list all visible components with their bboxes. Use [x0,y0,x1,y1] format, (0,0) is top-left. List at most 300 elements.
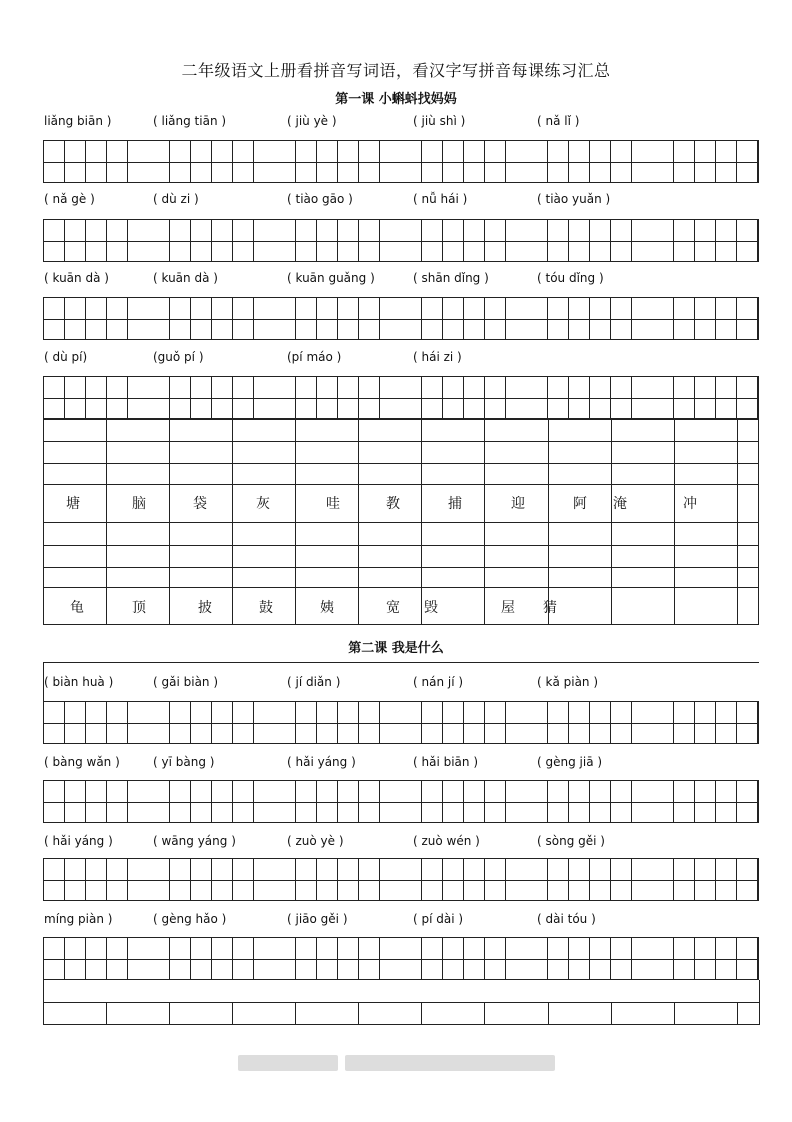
pinyin-prompt: ( jiù shì ) [413,114,466,128]
grid-divider [568,937,569,980]
grid-divider [295,219,296,262]
table-rowline [43,441,759,442]
grid-divider [589,140,590,183]
grid-divider [316,937,317,980]
table-colline [737,419,738,625]
grid-divider [694,376,695,419]
grid-divider [673,937,674,980]
grid-divider [295,297,296,340]
pinyin-prompt: ( tiào yuǎn ) [537,192,611,206]
grid-divider [631,937,632,980]
table-colline [169,419,170,625]
grid-divider [631,140,632,183]
character-prompt: 龟 [70,600,84,616]
grid-divider [568,140,569,183]
grid-divider [463,140,464,183]
grid-divider [211,937,212,980]
pinyin-prompt: ( gǎi biàn ) [153,675,219,689]
grid-divider [295,858,296,901]
grid-divider [610,937,611,980]
pinyin-prompt: ( tóu dǐng ) [537,271,604,285]
grid-divider [589,858,590,901]
pinyin-prompt: (pí máo ) [287,350,342,364]
grid-divider [547,219,548,262]
grid-divider [232,140,233,183]
table-colline [106,1002,107,1025]
grid-divider [379,858,380,901]
grid-divider [253,858,254,901]
table-rowline [43,484,759,485]
grid-divider [211,140,212,183]
grid-divider [106,376,107,419]
pinyin-row [44,350,764,370]
table-colline [484,1002,485,1025]
pinyin-prompt: ( kuān dà ) [44,271,109,285]
grid-divider [358,140,359,183]
pinyin-prompt: ( jí diǎn ) [287,675,341,689]
grid-divider [715,297,716,340]
grid-divider [757,140,758,183]
grid-divider [169,937,170,980]
grid-divider [568,297,569,340]
table-colline [611,419,612,625]
grid-divider [715,701,716,744]
grid-divider [505,701,506,744]
grid-divider [358,937,359,980]
character-prompt: 姨 [320,600,334,616]
grid-divider [736,297,737,340]
grid-divider [610,858,611,901]
pinyin-prompt: ( wāng yáng ) [153,834,236,848]
grid-divider [190,937,191,980]
grid-divider [316,780,317,823]
grid-divider [106,937,107,980]
pinyin-prompt: ( dài tóu ) [537,912,596,926]
grid-divider [85,858,86,901]
pinyin-prompt: ( hǎi yáng ) [44,834,113,848]
pinyin-prompt: ( liǎng tiān ) [153,114,227,128]
grid-divider [442,219,443,262]
grid-divider [631,858,632,901]
character-prompt: 捕 [448,496,462,512]
grid-divider [694,780,695,823]
grid-divider [190,376,191,419]
grid-divider [169,858,170,901]
table-colline [611,1002,612,1025]
grid-divider [568,701,569,744]
grid-divider [505,140,506,183]
grid-divider [169,219,170,262]
table-rowline [43,522,759,523]
grid-divider [421,376,422,419]
grid-divider [757,297,758,340]
grid-divider [379,937,380,980]
pinyin-row [44,192,764,212]
grid-divider [106,297,107,340]
grid-divider [484,858,485,901]
table-colline [232,1002,233,1025]
grid-divider [358,376,359,419]
grid-divider [694,937,695,980]
pinyin-prompt: ( nǚ hái ) [413,192,468,206]
grid-divider [64,297,65,340]
pinyin-row [44,271,764,291]
grid-divider [337,140,338,183]
grid-divider [85,376,86,419]
grid-divider [694,219,695,262]
grid-divider [106,780,107,823]
pinyin-prompt: ( zuò yè ) [287,834,344,848]
grid-divider [316,297,317,340]
grid-divider [211,376,212,419]
grid-divider [589,376,590,419]
table-edge [759,980,760,1025]
grid-divider [484,780,485,823]
section-frame-top [43,662,759,663]
character-prompt: 顶 [132,600,146,616]
grid-divider [337,376,338,419]
grid-midline [43,959,759,960]
grid-divider [85,780,86,823]
grid-divider [190,219,191,262]
pinyin-row [44,675,764,695]
grid-divider [64,937,65,980]
grid-divider [232,858,233,901]
grid-divider [127,701,128,744]
pinyin-prompt: ( kuān guǎng ) [287,271,375,285]
character-prompt: 猜 [543,600,557,616]
grid-divider [589,297,590,340]
grid-divider [610,219,611,262]
pinyin-prompt: ( dù pí) [44,350,88,364]
pinyin-prompt: ( zuò wén ) [413,834,480,848]
grid-divider [379,376,380,419]
grid-divider [358,219,359,262]
grid-divider [484,376,485,419]
grid-divider [358,297,359,340]
grid-divider [253,297,254,340]
table-colline [358,1002,359,1025]
grid-divider [547,858,548,901]
table-colline [737,1002,738,1025]
section-frame-left [43,662,44,702]
grid-divider [211,297,212,340]
pinyin-prompt: ( dù zi ) [153,192,199,206]
grid-divider [232,937,233,980]
grid-divider [505,858,506,901]
grid-divider [253,937,254,980]
grid-divider [547,297,548,340]
grid-divider [421,140,422,183]
pinyin-row [44,114,764,134]
grid-divider [463,297,464,340]
grid-divider [715,140,716,183]
grid-divider [106,701,107,744]
table-rowline [43,587,759,588]
grid-divider [715,937,716,980]
grid-divider [673,701,674,744]
table-rowline [43,463,759,464]
grid-divider [631,780,632,823]
grid-divider [715,376,716,419]
grid-divider [673,140,674,183]
grid-divider [442,701,443,744]
grid-divider [127,297,128,340]
grid-divider [610,701,611,744]
grid-divider [316,858,317,901]
grid-divider [211,701,212,744]
lesson-2-heading: 第二课 我是什么 [348,641,444,656]
grid-divider [736,219,737,262]
grid-midline [43,802,759,803]
grid-divider [589,701,590,744]
character-prompt: 塘 [66,496,80,512]
grid-divider [211,858,212,901]
pinyin-prompt: ( kuān dà ) [153,271,218,285]
grid-divider [715,858,716,901]
table-colline [421,1002,422,1025]
page-title: 二年级语文上册看拼音写词语，看汉字写拼音每课练习汇总 [181,61,611,80]
grid-divider [757,937,758,980]
pinyin-prompt: ( nán jí ) [413,675,464,689]
grid-divider [463,780,464,823]
character-prompt: 毁 [424,600,438,616]
grid-divider [358,780,359,823]
grid-divider [673,858,674,901]
grid-divider [484,140,485,183]
grid-divider [421,701,422,744]
grid-midline [43,319,759,320]
grid-divider [442,858,443,901]
pinyin-prompt: ( biàn huà ) [44,675,114,689]
grid-divider [421,858,422,901]
pinyin-prompt: ( hǎi biān ) [413,755,479,769]
grid-divider [190,780,191,823]
table-colline [169,1002,170,1025]
pinyin-prompt: ( gèng jiā ) [537,755,603,769]
grid-divider [568,376,569,419]
grid-divider [127,858,128,901]
grid-divider [337,219,338,262]
pinyin-row [44,755,764,775]
pinyin-row [44,912,764,932]
grid-divider [232,297,233,340]
grid-divider [106,858,107,901]
grid-divider [736,701,737,744]
grid-divider [505,219,506,262]
grid-divider [106,140,107,183]
grid-divider [463,219,464,262]
grid-divider [169,140,170,183]
grid-divider [337,780,338,823]
grid-divider [337,701,338,744]
grid-divider [505,780,506,823]
grid-divider [190,858,191,901]
grid-divider [442,376,443,419]
character-prompt: 教 [386,496,400,512]
grid-divider [337,297,338,340]
grid-divider [85,937,86,980]
grid-divider [85,219,86,262]
pinyin-prompt: ( nǎ gè ) [44,192,95,206]
grid-divider [631,376,632,419]
table-colline [421,419,422,625]
grid-divider [631,219,632,262]
grid-divider [253,140,254,183]
grid-divider [232,780,233,823]
grid-divider [127,780,128,823]
grid-divider [295,701,296,744]
grid-divider [64,140,65,183]
grid-divider [64,219,65,262]
table-rowline [43,1002,759,1003]
pinyin-prompt: ( nǎ lǐ ) [537,114,580,128]
character-prompt: 冲 [683,496,697,512]
grid-divider [694,858,695,901]
grid-divider [505,376,506,419]
grid-divider [694,140,695,183]
pinyin-prompt: ( jiù yè ) [287,114,337,128]
grid-divider [757,701,758,744]
grid-divider [568,219,569,262]
grid-divider [610,780,611,823]
grid-divider [547,937,548,980]
table-colline [295,419,296,625]
pinyin-prompt: ( jiāo gěi ) [287,912,348,926]
grid-divider [85,701,86,744]
grid-divider [127,376,128,419]
table-colline [674,1002,675,1025]
pinyin-prompt: (guǒ pí ) [153,350,204,364]
grid-divider [295,780,296,823]
grid-divider [190,701,191,744]
character-prompt: 袋 [193,496,207,512]
grid-divider [484,297,485,340]
pinyin-prompt: ( hái zi ) [413,350,462,364]
grid-divider [442,297,443,340]
grid-divider [127,140,128,183]
grid-divider [379,701,380,744]
grid-divider [673,376,674,419]
grid-divider [295,140,296,183]
grid-divider [316,376,317,419]
pinyin-prompt: ( bàng wǎn ) [44,755,120,769]
grid-divider [442,780,443,823]
grid-divider [190,140,191,183]
table-colline [106,419,107,625]
grid-divider [736,937,737,980]
table-colline [295,1002,296,1025]
grid-divider [421,780,422,823]
lesson-1-heading: 第一课 小蝌蚪找妈妈 [335,92,457,107]
grid-divider [169,701,170,744]
watermark-blur [238,1055,338,1071]
grid-divider [211,219,212,262]
grid-divider [169,297,170,340]
pinyin-prompt: ( kǎ piàn ) [537,675,599,689]
grid-divider [85,140,86,183]
grid-divider [757,858,758,901]
grid-divider [463,701,464,744]
grid-divider [484,701,485,744]
grid-divider [673,297,674,340]
grid-divider [316,701,317,744]
grid-divider [757,376,758,419]
grid-divider [736,376,737,419]
character-prompt: 灰 [256,496,270,512]
grid-divider [715,219,716,262]
grid-divider [673,780,674,823]
grid-divider [484,937,485,980]
grid-divider [64,780,65,823]
grid-divider [295,376,296,419]
grid-divider [358,701,359,744]
grid-divider [547,140,548,183]
grid-divider [421,297,422,340]
table-colline [358,419,359,625]
grid-divider [421,219,422,262]
character-prompt: 脑 [132,496,146,512]
character-prompt: 宽 [386,600,400,616]
pinyin-prompt: liǎng biān ) [44,114,112,128]
grid-divider [589,780,590,823]
grid-divider [232,376,233,419]
character-prompt: 披 [198,600,212,616]
grid-divider [547,376,548,419]
grid-divider [190,297,191,340]
grid-divider [610,376,611,419]
pinyin-prompt: ( hǎi yáng ) [287,755,356,769]
grid-divider [232,219,233,262]
grid-divider [358,858,359,901]
grid-divider [568,780,569,823]
grid-divider [757,219,758,262]
pinyin-prompt: ( sòng gěi ) [537,834,605,848]
grid-divider [253,701,254,744]
pinyin-prompt: ( pí dài ) [413,912,464,926]
grid-divider [631,297,632,340]
grid-divider [253,219,254,262]
grid-divider [106,219,107,262]
table-rowline [43,1024,759,1025]
grid-divider [736,780,737,823]
grid-divider [694,701,695,744]
grid-divider [64,701,65,744]
grid-divider [253,376,254,419]
watermark-blur [345,1055,555,1071]
grid-midline [43,723,759,724]
character-prompt: 迎 [511,496,525,512]
grid-divider [64,376,65,419]
grid-divider [736,858,737,901]
grid-divider [379,219,380,262]
grid-divider [442,140,443,183]
grid-divider [568,858,569,901]
table-colline [484,419,485,625]
grid-divider [379,140,380,183]
table-rowline [43,545,759,546]
grid-divider [610,297,611,340]
grid-divider [610,140,611,183]
grid-divider [736,140,737,183]
pinyin-row [44,834,764,854]
table-rowline [43,567,759,568]
pinyin-prompt: ( tiào gāo ) [287,192,353,206]
grid-divider [715,780,716,823]
grid-divider [232,701,233,744]
table-colline [674,419,675,625]
grid-midline [43,880,759,881]
